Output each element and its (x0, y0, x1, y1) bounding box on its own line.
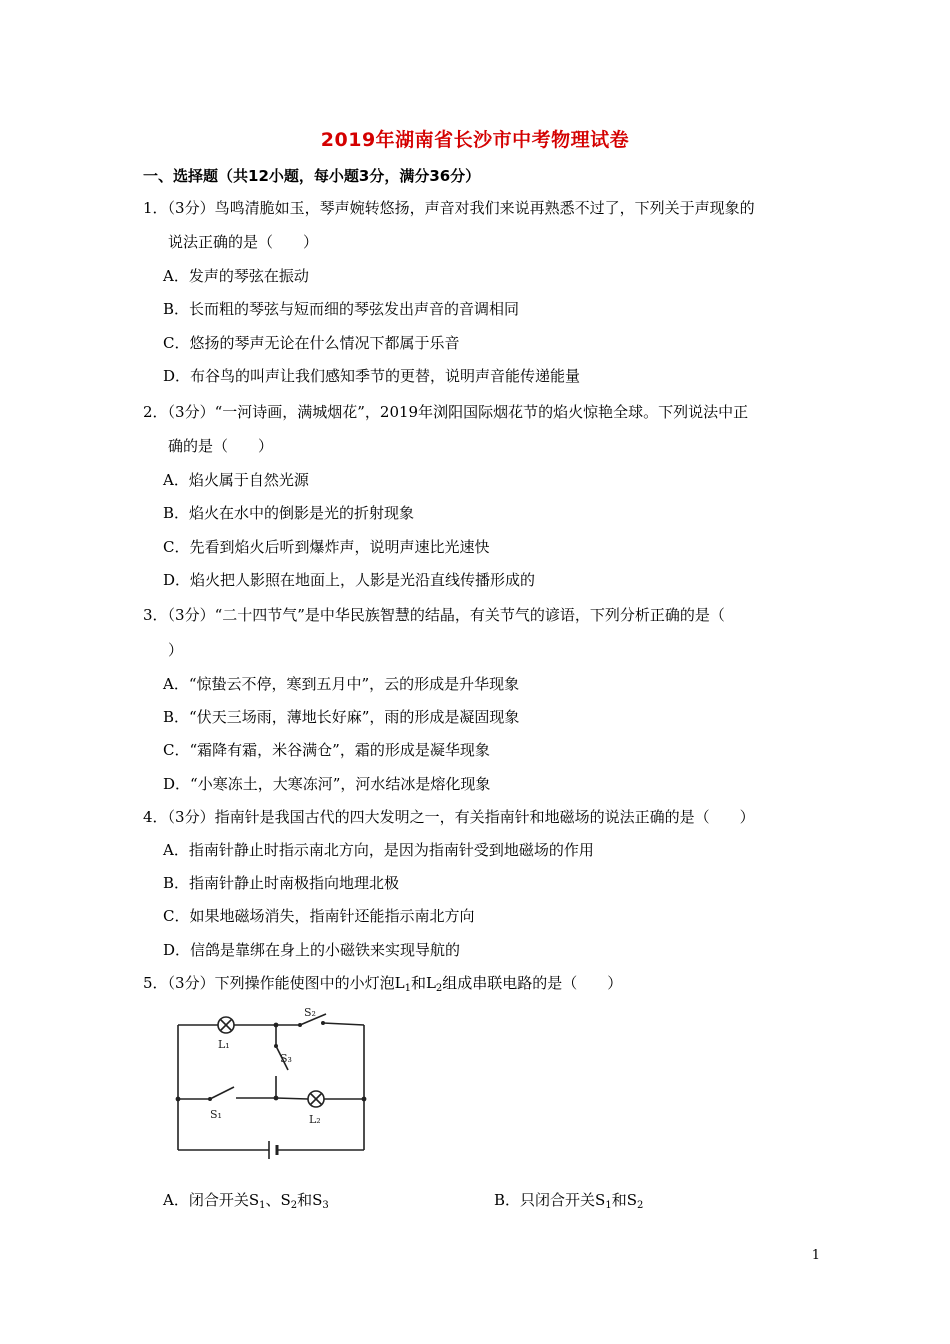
wire (323, 1023, 364, 1025)
q1-stem-cont: 说法正确的是（ ） (168, 233, 319, 251)
q3-option-d: D．“小寒冻土，大寒冻河”，河水结冰是熔化现象 (163, 775, 491, 793)
q2-option-a: A．焰火属于自然光源 (163, 471, 309, 489)
section-heading: 一、选择题（共12小题，每小题3分，满分36分） (143, 167, 481, 185)
label-s2: S₂ (304, 1006, 316, 1019)
q3-stem-cont: ） (168, 641, 184, 659)
q1-option-d: D．布谷鸟的叫声让我们感知季节的更替，说明声音能传递能量 (163, 367, 581, 385)
page-title: 2019年湖南省长沙市中考物理试卷 (320, 129, 630, 151)
q4-option-b: B．指南针静止时南极指向地理北极 (163, 874, 400, 892)
q2-option-c: C．先看到焰火后听到爆炸声，说明声速比光速快 (163, 538, 490, 556)
q5-option-a: A．闭合开关$S_1$、$S_2$和$S_3$ (163, 1191, 329, 1211)
label-s1: S₁ (210, 1108, 222, 1121)
switch-s1-icon (210, 1087, 234, 1099)
q2-option-d: D．焰火把人影照在地面上，人影是光沿直线传播形成的 (163, 571, 536, 589)
q1-stem: 1．（3分）鸟鸣清脆如玉，琴声婉转悠扬，声音对我们来说再熟悉不过了，下列关于声现象的 (143, 199, 755, 217)
lamp-l2-icon (308, 1091, 324, 1107)
q1-option-c: C．悠扬的琴声无论在什么情况下都属于乐音 (163, 334, 460, 352)
q5-option-b: B．只闭合开关$S_1$和$S_2$ (494, 1191, 644, 1211)
q2-stem: 2．（3分）“一河诗画，满城烟花”，2019年浏阳国际烟花节的焰火惊艳全球。下列说法中正 (143, 403, 749, 421)
q3-option-a: A．“惊蛰云不停，寒到五月中”，云的形成是升华现象 (163, 675, 520, 693)
q1-option-a: A．发声的琴弦在振动 (163, 267, 309, 285)
q4-stem: 4．（3分）指南针是我国古代的四大发明之一，有关指南针和地磁场的说法正确的是（ ） (143, 808, 755, 826)
label-l1: L₁ (218, 1038, 230, 1051)
battery-icon (269, 1141, 277, 1159)
q2-stem-cont: 确的是（ ） (168, 437, 274, 455)
q3-option-c: C．“霜降有霜，米谷满仓”，霜的形成是凝华现象 (163, 741, 490, 759)
q3-stem: 3．（3分）“二十四节气”是中华民族智慧的结晶，有关节气的谚语，下列分析正确的是（ (143, 606, 725, 624)
junction-dot (176, 1097, 181, 1102)
junction-dot (274, 1096, 279, 1101)
page-number: 1 (811, 1248, 820, 1263)
q4-option-c: C．如果地磁场消失，指南针还能指示南北方向 (163, 907, 475, 925)
junction-dot (274, 1023, 279, 1028)
wire (276, 1098, 308, 1099)
q2-option-b: B．焰火在水中的倒影是光的折射现象 (163, 504, 415, 522)
circuit-diagram (168, 1002, 378, 1162)
label-l2: L₂ (309, 1113, 321, 1126)
junction-dot (362, 1097, 367, 1102)
lamp-l1-icon (218, 1017, 234, 1033)
q3-option-b: B．“伏天三场雨，薄地长好麻”，雨的形成是凝固现象 (163, 708, 520, 726)
q4-option-a: A．指南针静止时指示南北方向，是因为指南针受到地磁场的作用 (163, 841, 594, 859)
switch-contact (321, 1021, 325, 1025)
q1-option-b: B．长而粗的琴弦与短而细的琴弦发出声音的音调相同 (163, 300, 520, 318)
q5-stem: 5．（3分）下列操作能使图中的小灯泡$L_1$和$L_2$组成串联电路的是（ ） (143, 974, 623, 994)
q4-option-d: D．信鸽是靠绑在身上的小磁铁来实现导航的 (163, 941, 461, 959)
label-s3: S₃ (280, 1052, 292, 1065)
